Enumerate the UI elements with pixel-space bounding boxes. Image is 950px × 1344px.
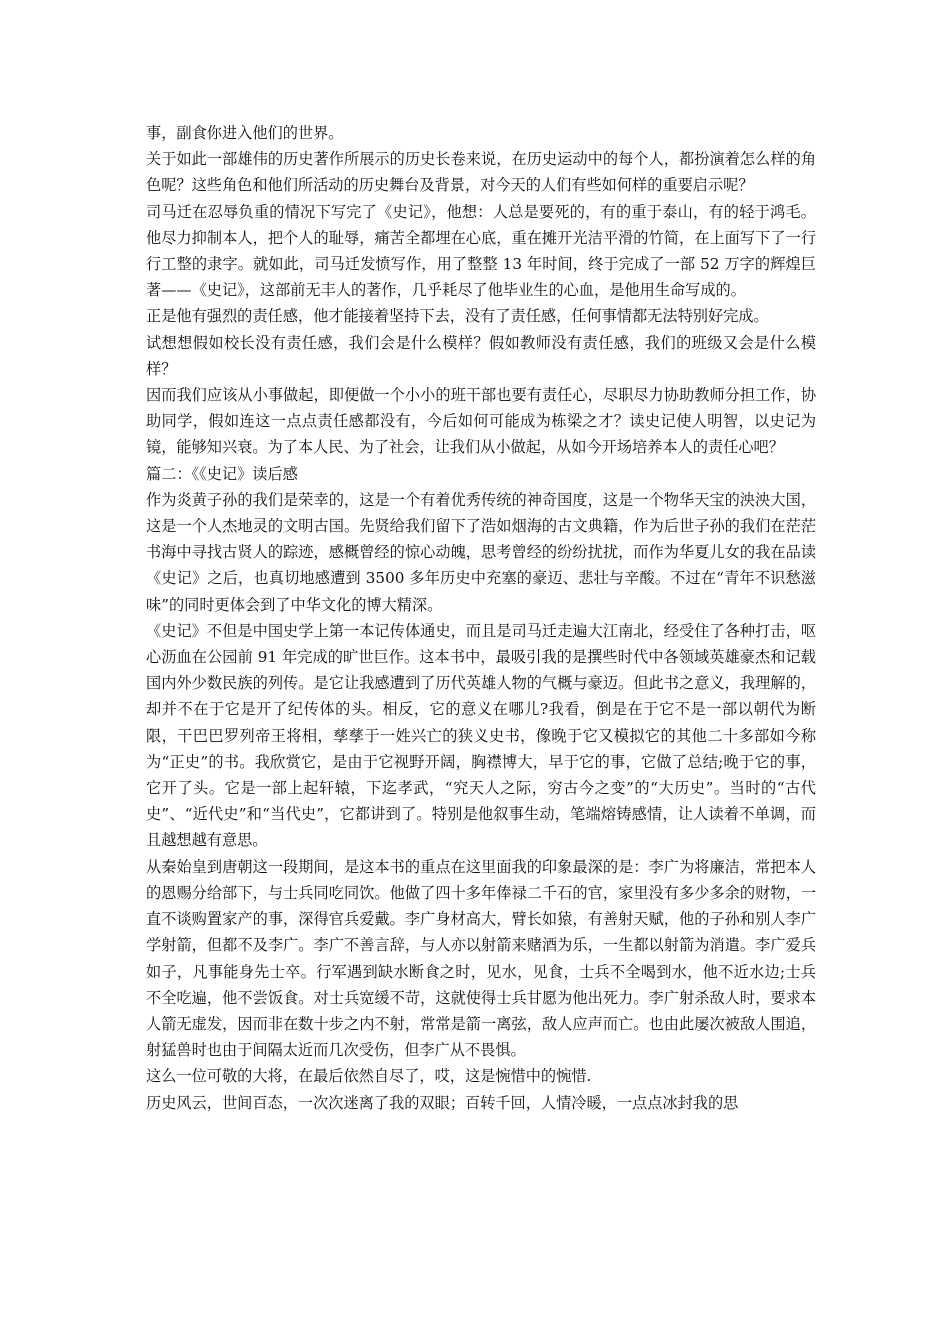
paragraph-4: 正是他有强烈的责任感，他才能接着坚持下去，没有了责任感，任何事情都无法特别好完成。 (146, 307, 769, 326)
paragraph-6: 因而我们应该从小事做起，即便做一个小小的班干部也要有责任心，尽职尽力协助教师分担工作，协助同学，假如连这一点点责任感都没有，今后如何可能成为栋梁之才？读史记使人明智，以史记为镜，能够知兴衰。为了本人民、为了社会，让我们从小做起，从如今开场培养本人的责任心吧？ (146, 386, 816, 457)
document-body (146, 120, 816, 1116)
paragraph-10: 这么一位可敬的大将，在最后依然自尽了，哎，这是惋惜中的惋惜. (146, 1067, 592, 1086)
section-heading: 篇二：《《史记》读后感 (146, 464, 298, 483)
paragraph-2: 关于如此一部雄伟的历史著作所展示的历史长卷来说，在历史运动中的每个人，都扮演着怎么样的角色呢？这些角色和他们所活动的历史舞台及背景，对今天的人们有些如何样的重要启示呢？ (146, 150, 816, 195)
paragraph-5: 试想想假如校长没有责任感，我们会是什么模样？假如教师没有责任感，我们的班级又会是什么模样？ (146, 333, 816, 378)
paragraph-11: 历史风云，世间百态，一次次迷离了我的双眼；百转千回，人情冷暖，一点点冰封我的思 (146, 1093, 739, 1112)
paragraph-9: 从秦始皇到唐朝这一段期间，是这本书的重点在这里面我的印象最深的是：李广为将廉洁，常把本人的恩赐分给部下，与士兵同吃同饮。他做了四十多年俸禄二千石的官，家里没有多少多余的财物，一直不谈购置家产的事，深得官兵爱戴。李广身材高大，臂长如猿，有善射天赋，他的子孙和别人李广学射箭，但都不及李广。李广不善言辞，与人亦以射箭来赌酒为乐，一生都以射箭为消遣。李广爱兵如子，凡事能身先士卒。行军遇到缺水断食之时，见水，见食，士兵不全喝到水，他不近水边;士兵不全吃遍，他不尝饭食。对士兵宽缓不苛，这就使得士兵甘愿为他出死力。李广射杀敌人时，要求本人箭无虚发，因而非在数十步之内不射，常常是箭一离弦，敌人应声而亡。也由此屡次被敌人围追，射猛兽时也由于间隔太近而几次受伤，但李广从不畏惧。 (146, 857, 816, 1060)
paragraph-8: 《史记》不但是中国史学上第一本记传体通史，而且是司马迁走遍大江南北，经受住了各种打击，呕心沥血在公园前 91 年完成的旷世巨作。这本书中，最吸引我的是撰些时代中各领域英雄豪杰和记载国内外少数民族的列传。是它让我感遭到了历代英雄人物的气概与豪迈。但此书之意义，我理解的，却并不在于它是开了纪传体的头。相反，它的意义在哪儿?我看，倒是在于它不是一部以朝代为断限，干巴巴罗列帝王将相，孳孳于一姓兴亡的狭义史书，像晚于它又模拟它的其他二十多部如今称为“正史”的书。我欣赏它，是由于它视野开阔，胸襟博大，早于它的事，它做了总结;晚于它的事，它开了头。它是一部上起轩辕，下迄孝武，“究天人之际，穷古今之变”的“大历史”。当时的“古代史”、“近代史”和“当代史”，它都讲到了。特别是他叙事生动，笔端熔铸感情，让人读着不单调，而且越想越有意思。 (146, 621, 816, 850)
paragraph-1: 事，副食你进入他们的世界。 (146, 124, 344, 142)
paragraph-3: 司马迁在忍辱负重的情况下写完了《史记》，他想：人总是要死的，有的重于泰山，有的轻于鸿毛。他尽力抑制本人，把个人的耻辱，痛苦全都埋在心底，重在摊开光洁平滑的竹简，在上面写下了一行行工整的隶字。就如此，司马迁发愤写作，用了整整 13 年时间，终于完成了一部 52 万字的辉煌巨著——《史记》，这部前无丰人的著作，几乎耗尽了他毕业生的心血，是他用生命写成的。 (146, 202, 816, 300)
paragraph-7: 作为炎黄子孙的我们是荣幸的，这是一个有着优秀传统的神奇国度，这是一个物华天宝的泱泱大国，这是一个人杰地灵的文明古国。先贤给我们留下了浩如烟海的古文典籍，作为后世子孙的我们在茫茫书海中寻找古贤人的踪迹，感概曾经的惊心动魄，思考曾经的纷纷扰扰，而作为华夏儿女的我在品读《史记》之后，也真切地感遭到 3500 多年历史中充塞的豪迈、悲壮与辛酸。不过在“青年不识愁滋味”的同时更体会到了中华文化的博大精深。 (146, 490, 816, 614)
